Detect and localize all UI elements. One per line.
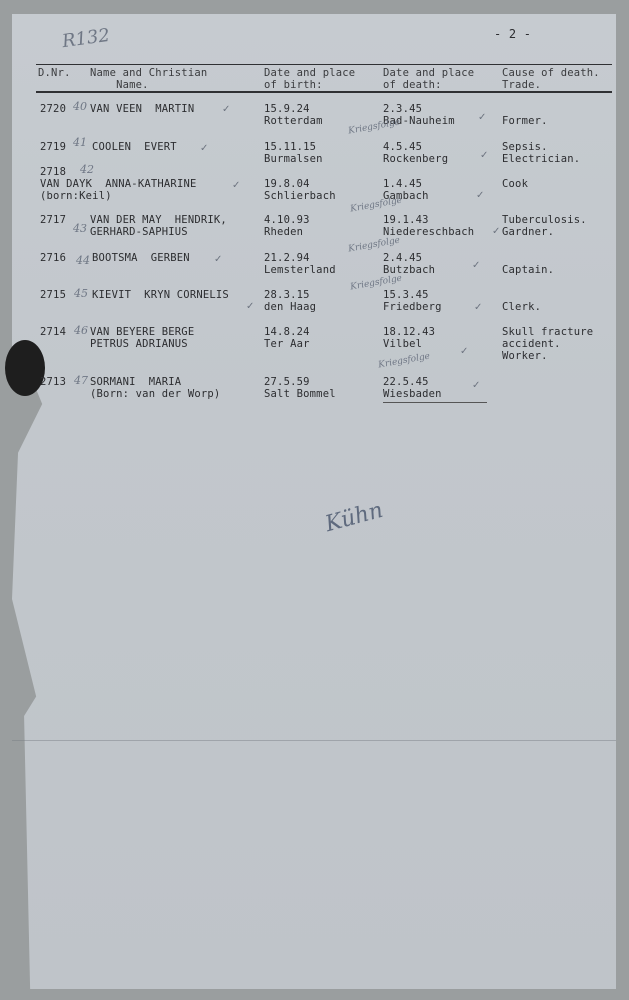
row-birth: 4.10.93 Rheden (264, 214, 310, 238)
row-birth: 15.11.15 Burmalsen (264, 141, 323, 165)
row-death: 22.5.45 Wiesbaden (383, 376, 442, 400)
row-name: BOOTSMA GERBEN (92, 252, 190, 264)
row-cause: Skull fracture accident. Worker. (502, 326, 594, 362)
page-number: - 2 - (494, 27, 532, 41)
check-mark-icon: ✓ (472, 380, 481, 391)
check-mark-icon: ✓ (460, 346, 469, 357)
row-index: 46 (74, 324, 88, 337)
row-dnr: 2715 (40, 289, 67, 301)
margin-note: Kriegsfolge (349, 273, 403, 293)
row-cause: Captain. (502, 264, 555, 276)
row-birth: 28.3.15 den Haag (264, 289, 317, 313)
header-cause: Cause of death. Trade. (502, 67, 600, 91)
check-mark-icon: ✓ (492, 226, 501, 237)
check-mark-icon: ✓ (246, 301, 255, 312)
row-index: 44 (76, 254, 90, 267)
row-cause: Former. (502, 115, 548, 127)
row-dnr: 2714 (40, 326, 67, 338)
row-dnr: 2716 (40, 252, 67, 264)
row-dnr: 2713 (40, 376, 67, 388)
check-mark-icon: ✓ (232, 180, 241, 191)
row-birth: 27.5.59 Salt Bommel (264, 376, 336, 400)
fold-line (12, 740, 616, 741)
check-mark-icon: ✓ (214, 254, 223, 265)
check-mark-icon: ✓ (476, 190, 485, 201)
paper-tear (5, 340, 45, 396)
row-dnr: 2717 (40, 214, 67, 226)
row-name: SORMANI MARIA (Born: van der Worp) (90, 376, 221, 400)
header-name: Name and Christian Name. (90, 67, 208, 91)
row-death: 2.4.45 Butzbach (383, 252, 436, 276)
row-death: 2.3.45 Bad-Nauheim (383, 103, 455, 127)
check-mark-icon: ✓ (480, 150, 489, 161)
check-mark-icon: ✓ (478, 112, 487, 123)
underline (383, 402, 487, 403)
margin-note: Kriegsfolge (377, 351, 431, 371)
row-index: 43 (73, 222, 87, 235)
row-cause: Tuberculosis. Gardner. (502, 214, 587, 238)
header-dnr: D.Nr. (38, 67, 71, 79)
row-death: 18.12.43 Vilbel (383, 326, 436, 350)
check-mark-icon: ✓ (200, 143, 209, 154)
row-cause: Sepsis. Electrician. (502, 141, 581, 165)
header-rule-top (36, 64, 612, 65)
row-birth: 15.9.24 Rotterdam (264, 103, 323, 127)
header-birth: Date and place of birth: (264, 67, 356, 91)
row-death: 1.4.45 Gambach (383, 178, 429, 202)
corner-note: R132 (60, 24, 112, 53)
header-death: Date and place of death: (383, 67, 475, 91)
check-mark-icon: ✓ (222, 104, 231, 115)
row-index: 41 (73, 136, 87, 149)
row-death: 19.1.43 Niedereschbach (383, 214, 475, 238)
row-dnr: 2719 (40, 141, 67, 153)
row-cause: Cook (502, 178, 529, 190)
handwritten-initials: Kühn (322, 497, 386, 538)
margin-note: Kriegsfolge (349, 195, 403, 215)
row-dnr: 2720 (40, 103, 67, 115)
row-name: VAN DAYK ANNA-KATHARINE (born:Keil) (40, 178, 197, 202)
row-cause: Clerk. (502, 301, 542, 313)
header-rule-bottom (36, 91, 612, 93)
row-index: 40 (73, 100, 87, 113)
row-name: VAN BEYERE BERGE PETRUS ADRIANUS (90, 326, 195, 350)
row-birth: 21.2.94 Lemsterland (264, 252, 336, 276)
row-name: VAN VEEN MARTIN (90, 103, 195, 115)
row-name: KIEVIT KRYN CORNELIS (92, 289, 229, 301)
row-index: 42 (80, 163, 94, 176)
row-death: 15.3.45 Friedberg (383, 289, 442, 313)
margin-note: Kriegsfolge (347, 235, 401, 255)
row-index: 47 (74, 374, 88, 387)
check-mark-icon: ✓ (472, 260, 481, 271)
row-name: COOLEN EVERT (92, 141, 177, 153)
margin-note: Kriegsfolge (347, 117, 401, 137)
check-mark-icon: ✓ (474, 302, 483, 313)
row-index: 45 (74, 287, 88, 300)
row-birth: 19.8.04 Schlierbach (264, 178, 336, 202)
row-death: 4.5.45 Rockenberg (383, 141, 449, 165)
row-dnr: 2718 (40, 166, 67, 178)
row-name: VAN DER MAY HENDRIK, GERHARD-SAPHIUS (90, 214, 227, 238)
row-birth: 14.8.24 Ter Aar (264, 326, 310, 350)
